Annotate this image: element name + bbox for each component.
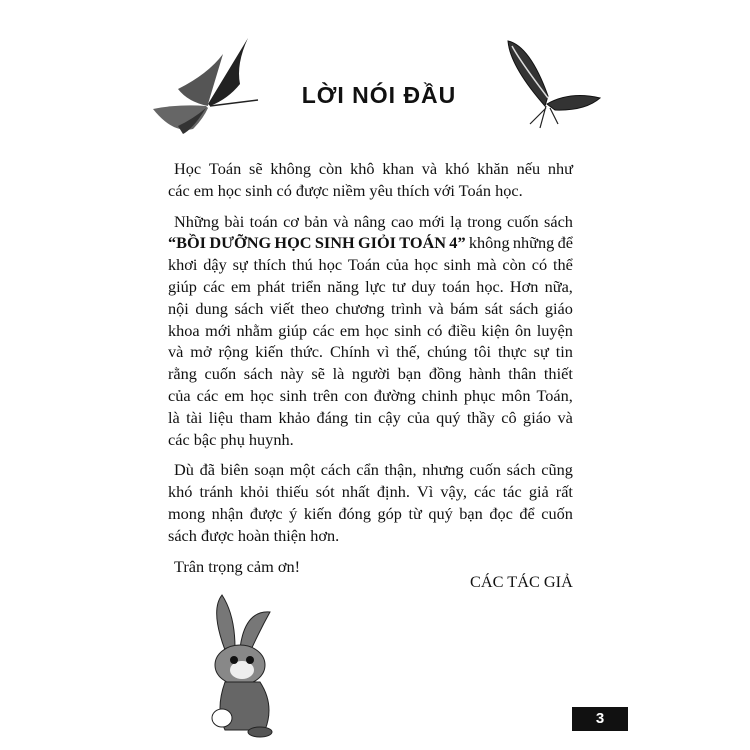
word: Toán [347,255,381,275]
text-line: các bậc phụ huynh. [168,429,294,449]
word: và [168,342,184,362]
word: nhận [211,503,244,523]
word: tôi [473,342,492,362]
word: không [270,159,312,178]
text-line [168,363,573,385]
book-title-word: “BỒI [168,233,207,253]
text-line: các em học sinh có được niềm yêu thích với Toán học. [168,180,523,200]
word: thân [508,364,537,384]
word: thận, [384,460,417,480]
word: bám [450,298,479,318]
word: của [386,255,409,275]
word: đọc [489,503,513,523]
book-title-word: HỌC [274,233,312,253]
text-line [168,341,573,363]
word: là [332,364,345,384]
word: tác [502,482,522,502]
word: tránh [199,482,233,502]
text-line [168,481,573,503]
word: kiện [481,320,510,340]
word: mà [476,255,497,275]
word: ý [289,503,298,523]
word: con [344,385,368,405]
text-line [168,320,573,342]
word: cơ [283,211,299,231]
word: thực [498,342,527,362]
word: định. [376,482,410,502]
word: nhưng [422,460,464,480]
word: khảo [278,407,311,427]
word: em [230,276,251,296]
text-line: Trân trọng cảm ơn! [174,556,301,576]
word: bản [304,211,328,231]
text-line: sách được hoàn thiện hơn. [168,525,340,545]
word: sót [315,482,335,502]
word: viết [269,298,295,318]
word: học [365,320,389,340]
text-line [168,211,573,233]
word: đóng [338,503,371,523]
word: thức. [290,342,324,362]
word: trên [312,385,339,405]
word: mới [205,320,231,340]
word: đã [199,460,215,480]
word: và [333,211,349,231]
word: Vì [417,482,434,502]
text-line [168,158,573,180]
word: môn [501,385,531,405]
word: cao [390,211,414,231]
page-number: 3 [572,707,628,731]
text-line [168,298,573,320]
signature: CÁC TÁC GIẢ [470,572,573,591]
book-title-word: 4” [449,233,466,253]
word: soạn [254,460,285,480]
word: nữa, [544,276,573,296]
word: các [473,482,496,502]
word: biên [220,460,249,480]
word: cuốn [469,460,501,480]
word: Hơn [509,276,539,296]
word: Học [174,159,202,178]
word: điều [447,320,476,340]
book-title-word: TOÁN [399,233,446,253]
word: cuốn [541,503,573,523]
word: cẩn [356,460,379,480]
word: tin [555,342,573,362]
word: mới [418,211,445,231]
word: tư [391,276,406,296]
book-title-word: GIỎI [357,233,396,253]
word: sẽ [249,159,263,178]
word: thích [253,255,287,275]
word: sách [509,298,539,318]
word: dậy [203,255,227,275]
word: rằng [168,364,197,384]
word: sách [243,364,273,384]
word: có [531,255,548,275]
word: lực [365,276,386,296]
word: còn [502,255,526,275]
word: bạn [397,364,422,384]
word: từ [408,503,422,523]
word: giúp [168,276,197,296]
word: Dù [174,460,194,480]
word: hành [469,364,501,384]
word: có [426,320,443,340]
word: tham [239,407,273,427]
word: quý [428,503,453,523]
word: sự [232,255,248,275]
word: giúp [278,320,308,340]
word: sinh [443,255,471,275]
word: thế, [396,342,421,362]
word: thầy [466,407,495,427]
word: khan [382,159,414,178]
word: học [250,385,274,405]
word: sinh [279,385,307,405]
text-line [168,407,573,429]
word: sách [234,298,264,318]
word: này [280,364,304,384]
word: và [557,407,573,427]
word: giả [528,482,549,502]
word: người [351,364,391,384]
word: sinh [394,320,422,340]
word: triển [291,276,322,296]
text-line [168,254,573,276]
word: chinh [421,385,458,405]
word: chương [335,298,385,318]
word: sát [484,298,503,318]
word: đồng [428,364,462,384]
word: góp [377,503,402,523]
word: toán [249,211,278,231]
word: duy [411,276,436,296]
text-line [168,385,573,407]
preface-body [168,158,573,577]
word: tin [354,407,372,427]
word: giáo [544,298,573,318]
word: để [519,503,535,523]
word: sự [533,342,549,362]
word: cuốn [204,364,237,384]
word: mở [190,342,212,362]
word: toán [441,276,470,296]
word: thú [291,255,313,275]
word: không [468,233,510,253]
word: các [312,320,335,340]
word: để [557,233,573,253]
word: sách [544,211,573,231]
word: như [547,159,573,178]
word: các [203,276,225,296]
word: học. [476,276,504,296]
book-title-word: SINH [314,233,355,253]
word: khăn [477,159,509,178]
word: thể [552,255,573,275]
word: và [428,298,444,318]
word: nâng [353,211,386,231]
word: nếu [516,159,541,178]
word: ôn [514,320,532,340]
word: rất [555,482,573,502]
word: cách [320,460,351,480]
word: cũng [541,460,573,480]
word: khoa [168,320,200,340]
word: quý [436,407,461,427]
word: học [414,255,438,275]
word: Toán [208,159,242,178]
rabbit-illustration [200,590,300,740]
word: cô [501,407,517,427]
word: mong [168,503,206,523]
text-line [168,232,573,254]
book-title-word: DƯỠNG [209,233,272,253]
word: nhất [341,482,370,502]
word: cuốn [506,211,539,231]
word: trong [467,211,502,231]
word: thiết [543,364,573,384]
word: trình [391,298,422,318]
word: là [168,407,180,427]
word: lạ [450,211,462,231]
word: tài [186,407,203,427]
word: thiếu [276,482,309,502]
word: dung [195,298,228,318]
word: liệu [208,407,234,427]
word: đường [373,385,416,405]
word: khỏi [240,482,269,502]
word: vì [376,342,390,362]
word: cậy [378,407,401,427]
word: kiến [255,342,284,362]
word: đáng [316,407,349,427]
page-title: LỜI NÓI ĐẦU [301,82,457,108]
word: bài [224,211,245,231]
word: một [289,460,316,480]
word: khơi [168,255,198,275]
word: khó [444,159,470,178]
word: giáo [523,407,552,427]
word: phát [257,276,286,296]
word: được [249,503,283,523]
word: nhằm [236,320,273,340]
word: theo [300,298,329,318]
word: năng [327,276,359,296]
word: Toán, [536,385,573,405]
text-line [168,503,573,525]
word: những [512,233,555,253]
text-line [168,276,573,298]
word: kiến [303,503,332,523]
word: và [421,159,438,178]
word: khô [350,159,375,178]
word: em [224,385,245,405]
word: các [196,385,219,405]
word: vậy, [440,482,467,502]
word: rộng [218,342,249,362]
word: khó [168,482,193,502]
word: phục [463,385,496,405]
word: của [168,385,191,405]
word: Chính [329,342,370,362]
word: của [407,407,430,427]
word: nội [168,298,189,318]
word: Những [174,211,220,231]
word: sách [506,460,536,480]
word: luyện [536,320,573,340]
word: chúng [427,342,467,362]
word: học [318,255,343,275]
text-line [168,459,573,481]
word: em [339,320,360,340]
word: bạn [459,503,483,523]
word: sẽ [311,364,325,384]
word: còn [318,159,343,178]
